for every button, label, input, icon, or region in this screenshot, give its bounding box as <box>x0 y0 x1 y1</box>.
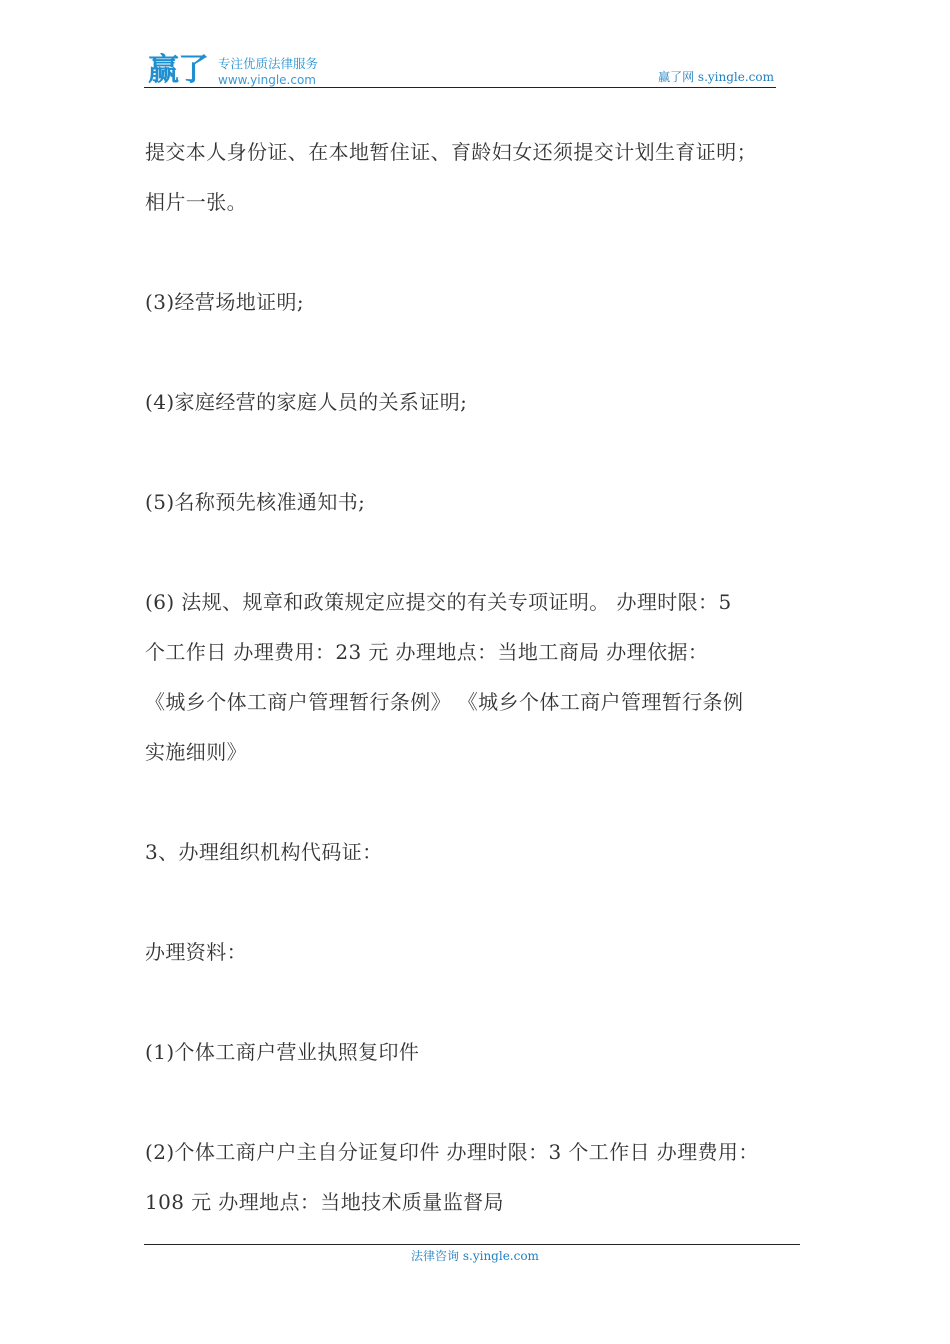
paragraph-line: (6) 法规、规章和政策规定应提交的有关专项证明。 办理时限：5 <box>145 590 732 614</box>
paragraph-line: 提交本人身份证、在本地暂住证、育龄妇女还须提交计划生育证明； <box>145 140 757 164</box>
header-divider <box>144 87 776 88</box>
paragraph-line: (5)名称预先核准通知书; <box>145 490 366 514</box>
page-header <box>144 48 776 88</box>
logo-wordmark: 赢了 <box>148 52 208 88</box>
paragraph-line: 办理资料： <box>145 940 247 964</box>
paragraph-line: (3)经营场地证明; <box>145 290 305 314</box>
paragraph-line: (2)个体工商户户主自分证复印件 办理时限：3 个工作日 办理费用： <box>145 1140 759 1164</box>
section-heading: 3、办理组织机构代码证： <box>145 840 383 864</box>
paragraph-line: 个工作日 办理费用：23 元 办理地点：当地工商局 办理依据： <box>145 640 709 664</box>
paragraph-line: (4)家庭经营的家庭人员的关系证明; <box>145 390 468 414</box>
paragraph-line: 108 元 办理地点：当地技术质量监督局 <box>145 1190 504 1214</box>
paragraph-line: 《城乡个体工商户管理暂行条例》 《城乡个体工商户管理暂行条例 <box>145 690 744 714</box>
paragraph-line: (1)个体工商户营业执照复印件 <box>145 1040 420 1064</box>
logo-url: www.yingle.com <box>218 73 316 87</box>
footer-link[interactable]: 法律咨询 s.yingle.com <box>411 1249 539 1263</box>
paragraph-line: 实施细则》 <box>145 740 247 764</box>
header-site-link[interactable]: 赢了网 s.yingle.com <box>658 70 774 84</box>
footer-divider <box>144 1244 800 1245</box>
logo-slogan: 专注优质法律服务 <box>218 56 319 71</box>
paragraph-line: 相片一张。 <box>145 190 247 214</box>
